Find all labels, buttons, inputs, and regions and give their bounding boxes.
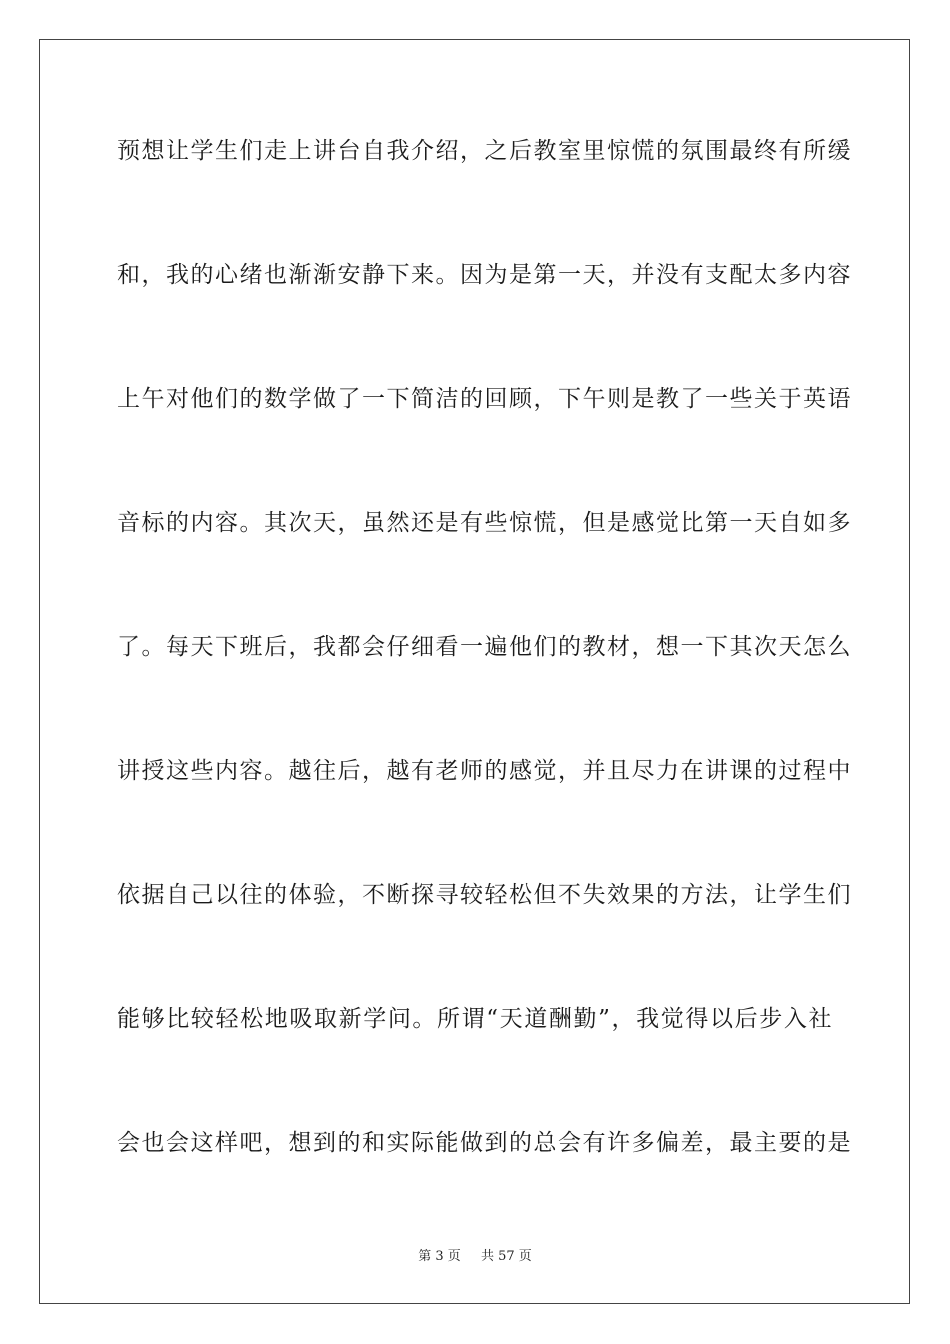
text-line: 预想让学生们走上讲台自我介绍，之后教室里惊慌的氛围最终有所缓 — [117, 138, 852, 164]
text-line: 讲授这些内容。越往后，越有老师的感觉，并且尽力在讲课的过程中 — [117, 758, 852, 784]
page-footer — [0, 1248, 950, 1266]
text-line: 和，我的心绪也渐渐安静下来。因为是第一天，并没有支配太多内容 — [117, 262, 852, 288]
text-line: 依据自己以往的体验，不断探寻较轻松但不失效果的方法，让学生们 — [117, 882, 852, 908]
text-line: 会也会这样吧，想到的和实际能做到的总会有许多偏差，最主要的是 — [117, 1130, 852, 1156]
page-number: 第 3 页 — [418, 1249, 461, 1264]
text-line: 音标的内容。其次天，虽然还是有些惊慌，但是感觉比第一天自如多 — [117, 510, 852, 536]
text-line: 能够比较轻松地吸取新学问。所谓“天道酬勤”，我觉得以后步入社 — [117, 1006, 833, 1032]
text-line: 了。每天下班后，我都会仔细看一遍他们的教材，想一下其次天怎么 — [117, 634, 852, 660]
page-border — [39, 39, 910, 1304]
page-total: 共 57 页 — [480, 1249, 532, 1264]
text-line: 上午对他们的数学做了一下简洁的回顾，下午则是教了一些关于英语 — [117, 386, 852, 412]
